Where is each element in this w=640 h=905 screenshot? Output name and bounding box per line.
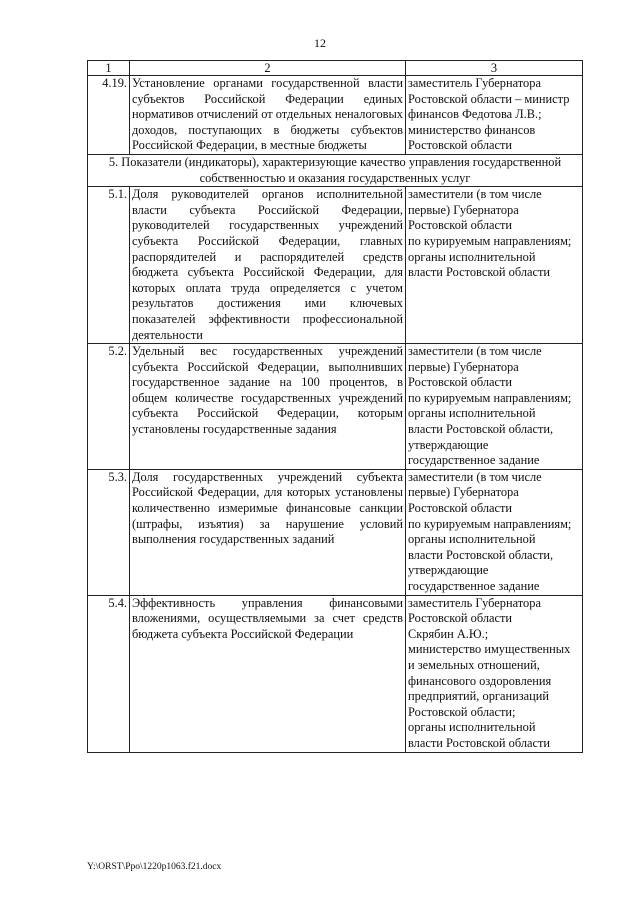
responsible-parties [406, 76, 583, 155]
responsible-line: первые) Губернатора [408, 202, 519, 217]
indicator-description: Эффективность управления финансовыми вложениями, осуществляемыми за счет средств бюджета субъекта Российской Федерации [130, 595, 406, 752]
table-row [88, 469, 583, 595]
responsible-line: утверждающие [408, 563, 489, 578]
table-row [88, 76, 583, 155]
responsible-line: финансов Федотова Л.В.; [408, 107, 542, 122]
indicator-description: Доля руководителей органов исполнительной власти субъекта Российской Федерации, руководителей государственных учреждений субъекта Российской Федерации, главных распорядителей и распорядителей средств бюджета субъекта Российской Федерации, для которых оплата труда определяется с учетом результатов достижения ими ключевых показателей эффективности профессиональной деятельности [130, 187, 406, 344]
responsible-line: власти Ростовской области [408, 735, 551, 750]
responsible-line: органы исполнительной [408, 720, 536, 735]
row-number: 5.3. [88, 469, 130, 595]
row-number: 5.4. [88, 595, 130, 752]
responsible-line: Ростовской области [408, 501, 513, 516]
responsible-line: Скрябин А.Ю.; [408, 626, 489, 641]
responsible-line: Ростовской области [408, 375, 513, 390]
responsible-parties [406, 469, 583, 595]
responsible-line: по курируемым направлениям; [408, 233, 572, 248]
responsible-line: предприятий, организаций [408, 689, 550, 704]
indicator-description: Установление органами государственной власти субъектов Российской Федерации единых нормативов отчислений от отдельных неналоговых доходов, поступающих в бюджеты субъектов Российской Федерации, в местные бюджеты [130, 76, 406, 155]
header-col-1: 1 [88, 61, 130, 76]
responsible-line: финансового оздоровления [408, 673, 552, 688]
responsible-line: министерство финансов [408, 122, 536, 137]
responsible-line: первые) Губернатора [408, 359, 519, 374]
row-number: 4.19. [88, 76, 130, 155]
table-row [88, 187, 583, 344]
responsible-line: Ростовской области [408, 218, 513, 233]
responsible-line: заместитель Губернатора [408, 595, 541, 610]
responsible-line: власти Ростовской области, [408, 422, 554, 437]
responsible-line: утверждающие [408, 437, 489, 452]
responsibility-table [87, 60, 583, 753]
section-header-row [88, 154, 583, 186]
header-col-2: 2 [130, 61, 406, 76]
table-header-row [88, 61, 583, 76]
file-path: Y:\ORST\Ppo\1220p1063.f21.docx [87, 862, 222, 872]
responsible-line: Ростовской области [408, 138, 513, 153]
responsible-line: заместитель Губернатора [408, 76, 541, 90]
responsible-parties [406, 595, 583, 752]
row-number: 5.1. [88, 187, 130, 344]
responsible-line: заместители (в том числе [408, 344, 542, 359]
indicator-description: Доля государственных учреждений субъекта Российской Федерации, для которых установлены количественно измеримые финансовые санкции (штрафы, изъятия) за нарушение условий выполнения государственных заданий [130, 469, 406, 595]
responsible-line: заместители (в том числе [408, 187, 542, 202]
responsible-line: министерство имущественных [408, 642, 571, 657]
table-row [88, 595, 583, 752]
responsible-parties [406, 344, 583, 470]
responsible-line: органы исполнительной [408, 406, 536, 421]
table-row [88, 344, 583, 470]
responsible-line: государственное задание [408, 579, 540, 593]
responsible-line: органы исполнительной [408, 532, 536, 547]
row-number: 5.2. [88, 344, 130, 470]
responsible-line: по курируемым направлениям; [408, 516, 572, 531]
responsible-line: власти Ростовской области [408, 265, 551, 280]
page-number: 12 [314, 36, 326, 50]
responsible-line: Ростовской области [408, 611, 513, 626]
table-body [88, 61, 583, 753]
responsible-line: государственное задание [408, 453, 540, 468]
responsible-line: заместители (в том числе [408, 469, 542, 484]
header-col-3: 3 [406, 61, 583, 76]
responsible-line: и земельных отношений, [408, 657, 540, 672]
responsible-line: власти Ростовской области, [408, 547, 554, 562]
responsible-line: по курируемым направлениям; [408, 390, 572, 405]
responsible-parties [406, 187, 583, 344]
indicator-description: Удельный вес государственных учреждений субъекта Российской Федерации, выполнивших государственное задание на 100 процентов, в общем количестве государственных учреждений субъекта Российской Федерации, которым установлены государственные задания [130, 344, 406, 470]
responsible-line: Ростовской области; [408, 704, 516, 719]
responsible-line: первые) Губернатора [408, 485, 519, 500]
responsible-line: органы исполнительной [408, 249, 536, 264]
responsible-line: Ростовской области – министр [408, 91, 570, 106]
section-title: 5. Показатели (индикаторы), характеризующие качество управления государственной собственностью и оказания государственных услуг [88, 154, 583, 186]
